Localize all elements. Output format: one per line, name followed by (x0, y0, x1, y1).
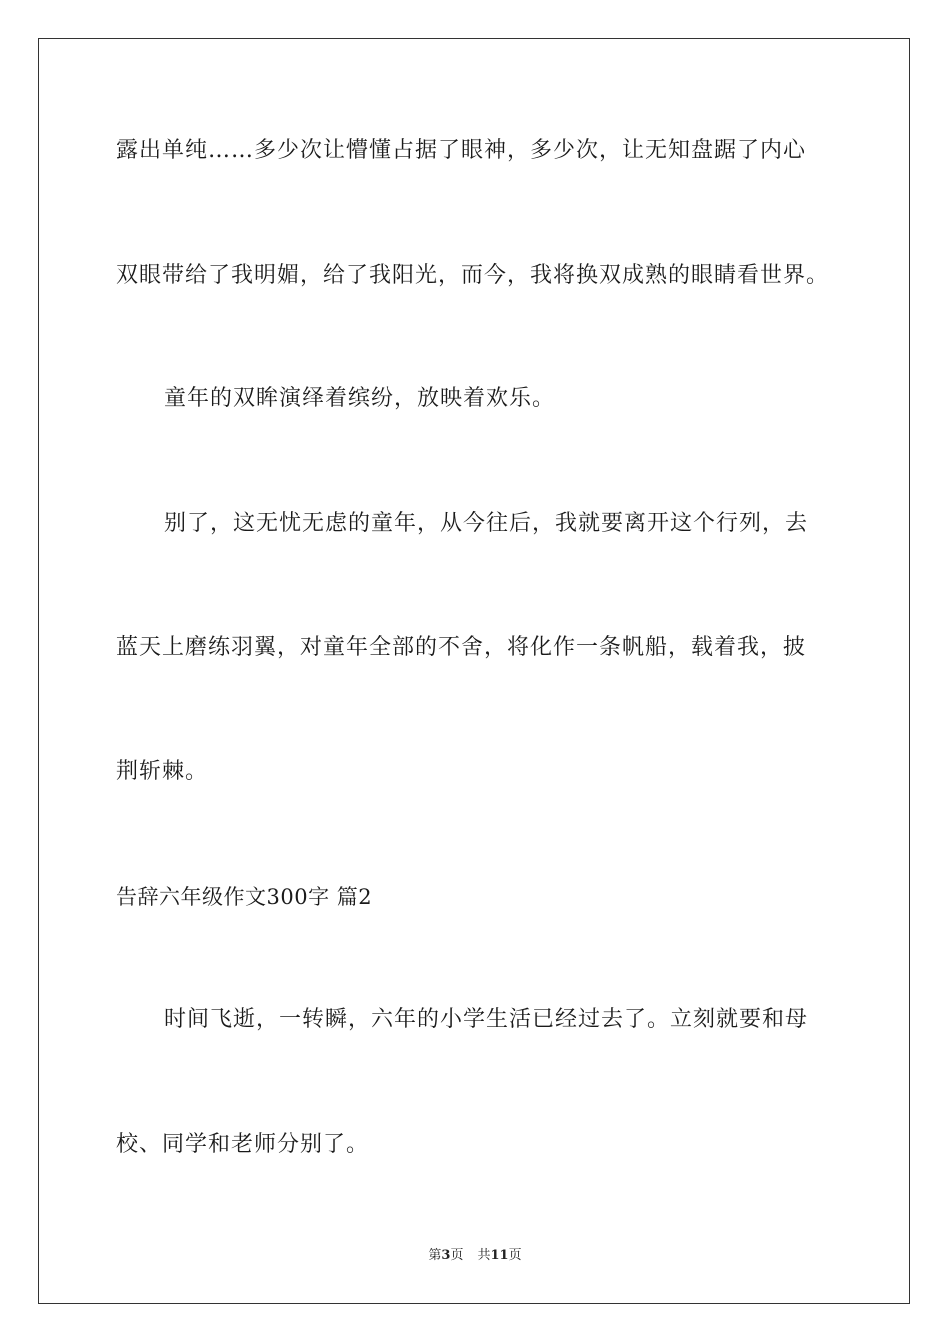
footer-page-suffix: 页 (450, 1248, 464, 1263)
paragraph-line-1: 露出单纯……多少次让懵懂占据了眼神，多少次，让无知盘踞了内心 (116, 138, 807, 163)
paragraph-line-3: 童年的双眸演绎着缤纷，放映着欢乐。 (164, 386, 556, 411)
paragraph-line-4: 别了，这无忧无虑的童年，从今往后，我就要离开这个行列，去 (164, 511, 809, 536)
footer-page-prefix: 第 (428, 1248, 442, 1263)
footer-total-suffix: 页 (508, 1248, 522, 1263)
paragraph-line-5: 蓝天上磨练羽翼，对童年全部的不舍，将化作一条帆船，载着我，披 (116, 635, 807, 660)
page-border (38, 38, 910, 1304)
footer-page-number: 3 (441, 1248, 451, 1263)
paragraph-line-8: 校、同学和老师分别了。 (116, 1132, 370, 1157)
paragraph-line-2: 双眼带给了我明媚，给了我阳光，而今，我将换双成熟的眼睛看世界。 (116, 263, 830, 288)
footer-total-prefix: 共 (477, 1248, 491, 1263)
paragraph-line-7: 时间飞逝，一转瞬，六年的小学生活已经过去了。立刻就要和母 (164, 1007, 809, 1032)
section-heading: 告辞六年级作文300字 篇2 (116, 885, 373, 909)
footer-total-pages: 11 (490, 1248, 509, 1263)
paragraph-line-6: 荆斩棘。 (116, 759, 209, 784)
page-footer (0, 1246, 950, 1266)
